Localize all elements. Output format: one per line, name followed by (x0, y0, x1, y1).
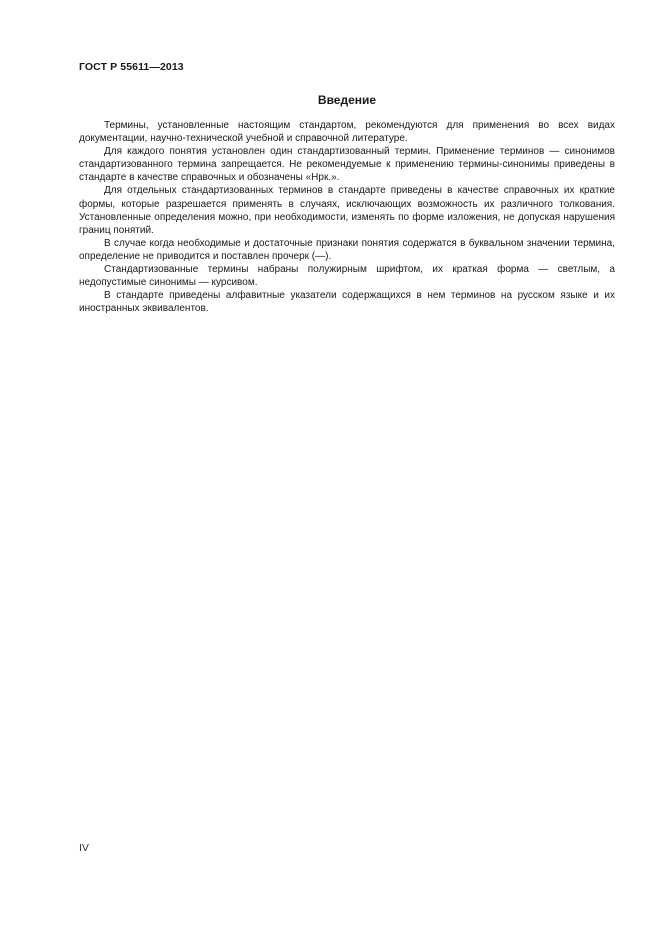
document-header: ГОСТ Р 55611—2013 (79, 61, 184, 73)
section-title: Введение (317, 93, 377, 107)
paragraph: Стандартизованные термины набраны полужирным шрифтом, их краткая форма — светлым, а недопустимые синонимы — курсивом. (79, 264, 615, 289)
paragraph: Для отдельных стандартизованных терминов в стандарте приведены в качестве справочных их краткие формы, которые разрешается применять в случаях, исключающих возможность их различного толкования. Установленные определения можно, при необходимости, изменять по форме изложения, не допуская нарушения границ понятий. (79, 185, 615, 236)
page-number: IV (79, 842, 89, 854)
document-body (79, 119, 615, 315)
paragraph: В случае когда необходимые и достаточные признаки понятия содержатся в буквальном значении термина, определение не приводится и поставлен прочерк (—). (79, 237, 615, 262)
paragraph: Термины, установленные настоящим стандартом, рекомендуются для применения во всех видах документации, научно-технической учебной и справочной литературе. (79, 120, 615, 145)
paragraph: В стандарте приведены алфавитные указатели содержащихся в нем терминов на русском языке и их иностранных эквивалентов. (79, 290, 615, 315)
paragraph: Для каждого понятия установлен один стандартизованный термин. Применение терминов — синонимов стандартизованного термина запрещается. Не рекомендуемые к применению термины-синонимы приведены в стандарте в качестве справочных и обозначены «Нрк.». (79, 146, 615, 184)
